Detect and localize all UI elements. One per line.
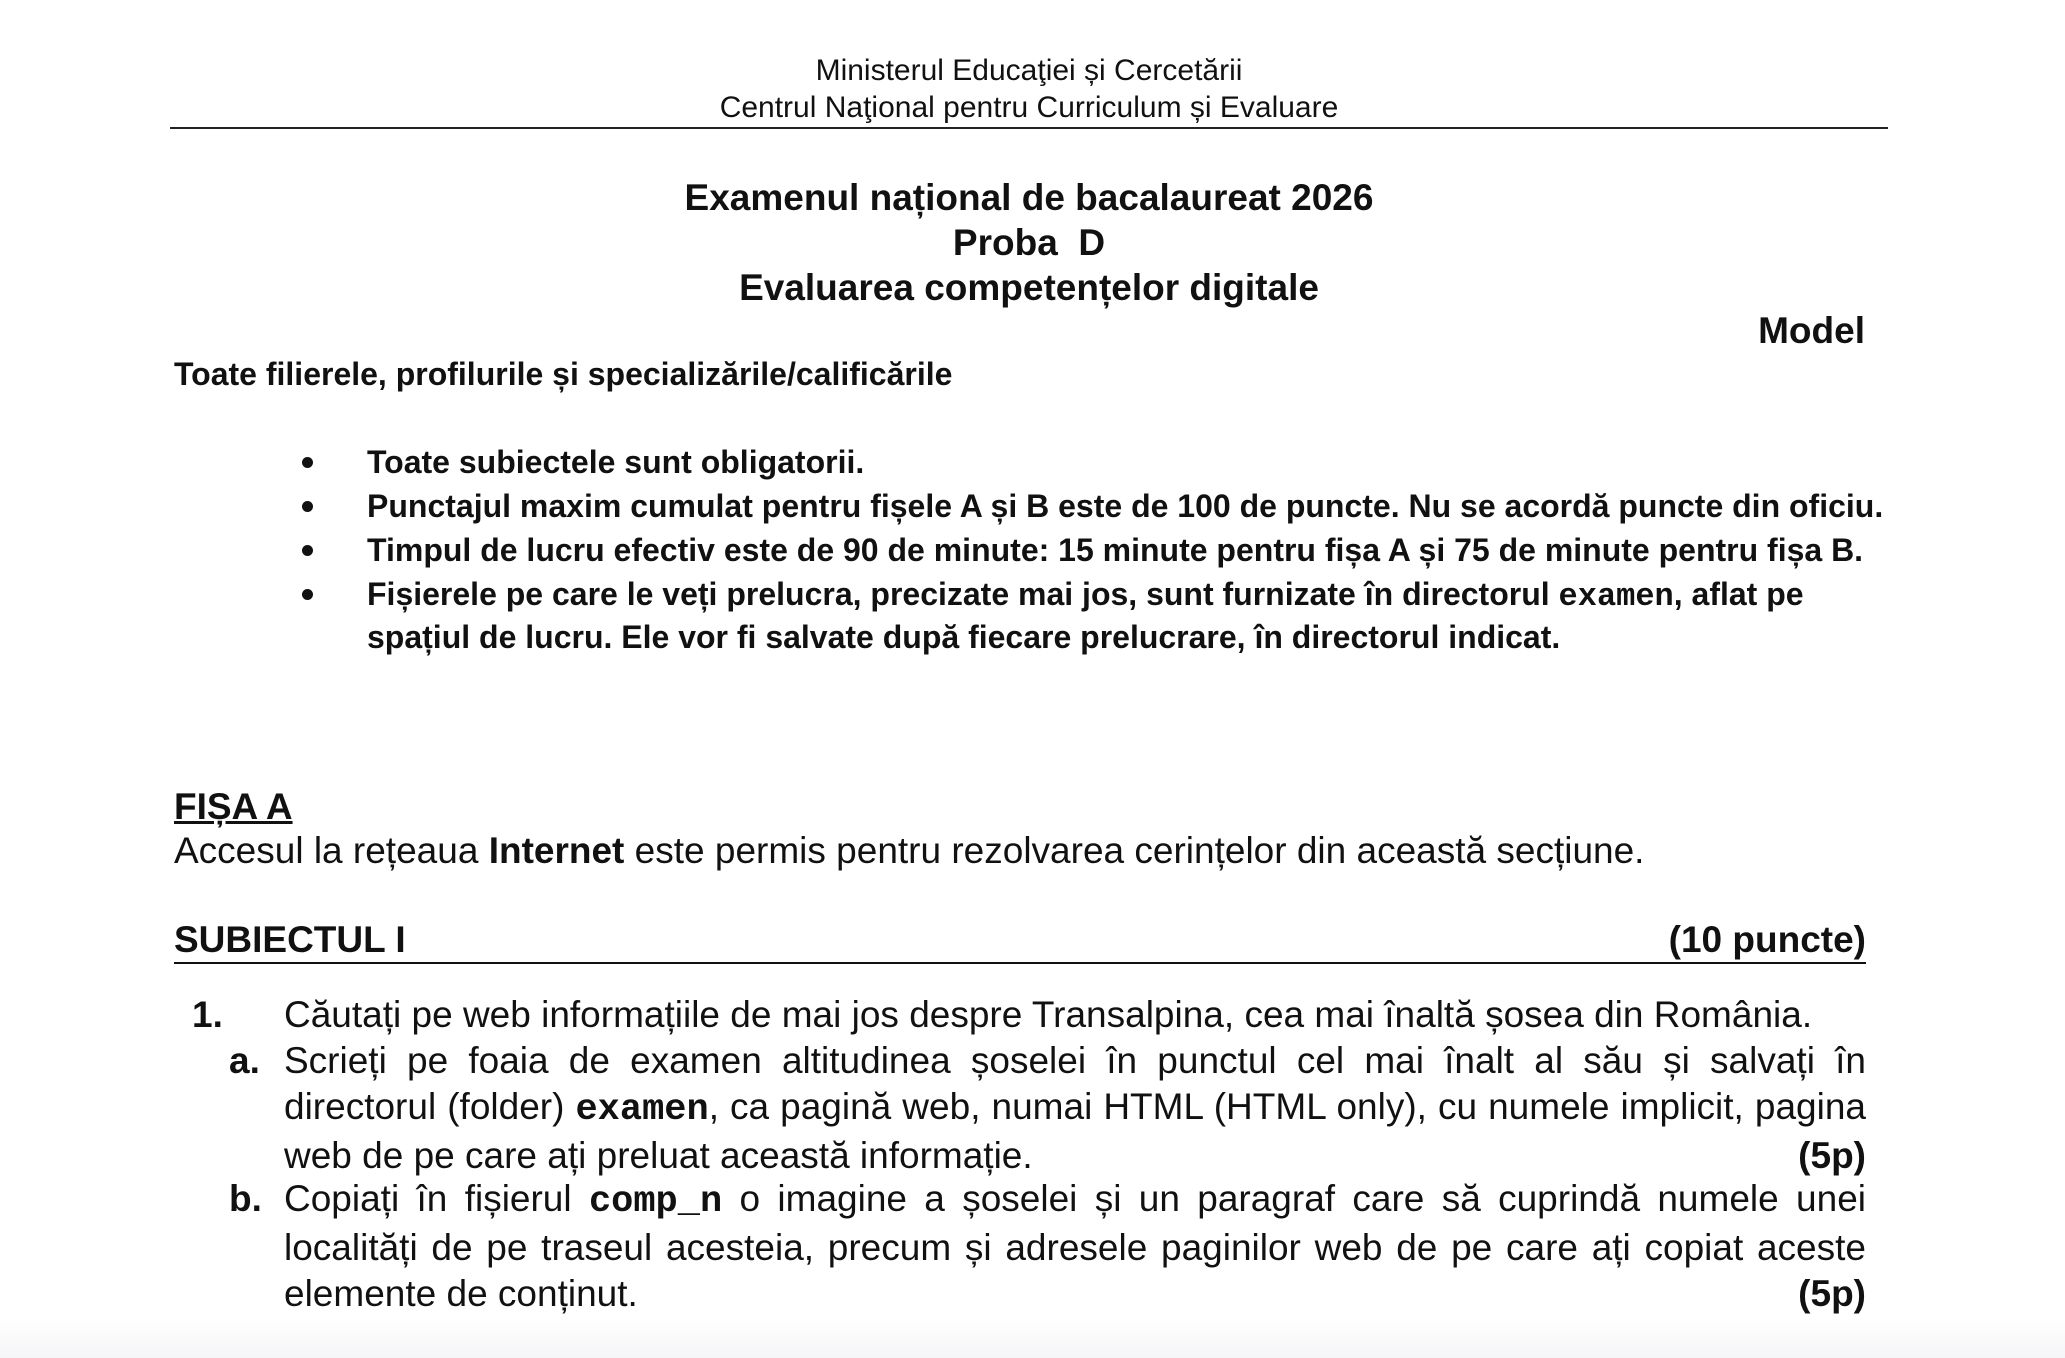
subject-heading — [174, 920, 1866, 964]
task-letter: a. — [229, 1040, 260, 1081]
page-bottom-edge — [0, 1318, 2065, 1358]
rule-text: Timpul de lucru efectiv este de 90 de minute: 15 minute pentru fișa A și 75 de minute pentru fișa B. — [367, 532, 1864, 568]
folder-code: examen — [575, 1089, 709, 1131]
task-1 — [174, 992, 1866, 1038]
exam-title-block — [170, 175, 1888, 310]
task-a-start: Scrieți pe foaia de examen altitudinea șoselei în punctul cel mai înalt al său și salvați în directorul (folder) — [284, 1040, 1866, 1127]
document-header — [170, 52, 1888, 126]
center-name: Centrul Naţional pentru Curriculum și Evaluare — [719, 91, 1339, 124]
task-1b — [174, 1176, 1866, 1317]
bullet-icon — [302, 545, 313, 556]
bullet-icon — [302, 501, 313, 512]
task-b-text — [284, 1176, 1866, 1317]
file-code: comp_n — [588, 1181, 723, 1223]
task-1a — [174, 1038, 1866, 1179]
bullet-icon — [302, 457, 313, 468]
task-text: Căutați pe web informațiile de mai jos despre Transalpina, cea mai înaltă șosea din România. — [284, 994, 1813, 1035]
exam-title: Examenul național de bacalaureat 2026 — [684, 177, 1374, 218]
task-letter: b. — [229, 1178, 262, 1219]
rule-item — [300, 530, 1885, 570]
directory-code: examen — [1558, 578, 1674, 615]
rule-text: Toate subiectele sunt obligatorii. — [367, 444, 865, 480]
fisa-description — [174, 830, 1644, 872]
model-label: Model — [1758, 310, 1865, 351]
header-divider — [170, 127, 1888, 129]
task-b-points: (5p) — [1798, 1273, 1866, 1314]
subject-title: SUBIECTUL I — [174, 919, 406, 960]
rule-text: Punctajul maxim cumulat pentru fișele A și B este de 100 de puncte. Nu se acordă puncte din oficiu. — [367, 488, 1884, 524]
fisa-desc-start: Accesul la rețeaua — [174, 830, 489, 871]
task-number: 1. — [192, 994, 223, 1035]
task-a-points: (5p) — [1798, 1135, 1866, 1176]
rule-item — [300, 442, 1885, 482]
task-b-end: o imagine a șoselei și un paragraf care să cuprindă numele unei localități de pe traseul acesteia, precum și adresele paginilor web de pe care ați copiat aceste elemente de conținut. — [284, 1178, 1866, 1314]
evaluation-title: Evaluarea competențelor digitale — [739, 267, 1319, 308]
rule-item — [300, 486, 1885, 526]
task-a-end: , ca pagină web, numai HTML (HTML only), cu numele implicit, pagina web de pe care ați preluat această informație. — [284, 1086, 1866, 1176]
fisa-desc-bold: Internet — [488, 830, 625, 871]
fisa-title: FIȘA A — [174, 786, 293, 827]
proba-title: Proba D — [952, 222, 1106, 263]
rule-item — [300, 574, 1885, 657]
rule-text-start: Fișierele pe care le veți prelucra, precizate mai jos, sunt furnizate în directorul — [367, 576, 1559, 612]
ministry-name: Ministerul Educaţiei și Cercetării — [815, 54, 1243, 87]
task-a-text — [284, 1038, 1866, 1179]
fisa-desc-end: este permis pentru rezolvarea cerințelor din această secțiune. — [624, 830, 1645, 871]
rule-text-end: , aflat pe spațiul de lucru. Ele vor fi salvate după fiecare prelucrare, în directorul indicat. — [367, 576, 1804, 655]
subject-points: (10 puncte) — [1668, 919, 1866, 960]
bullet-icon — [302, 589, 313, 600]
filiere-line: Toate filierele, profilurile și specializările/calificările — [174, 356, 953, 392]
task-b-start: Copiați în fișierul — [284, 1178, 589, 1219]
rules-list — [300, 442, 1885, 661]
